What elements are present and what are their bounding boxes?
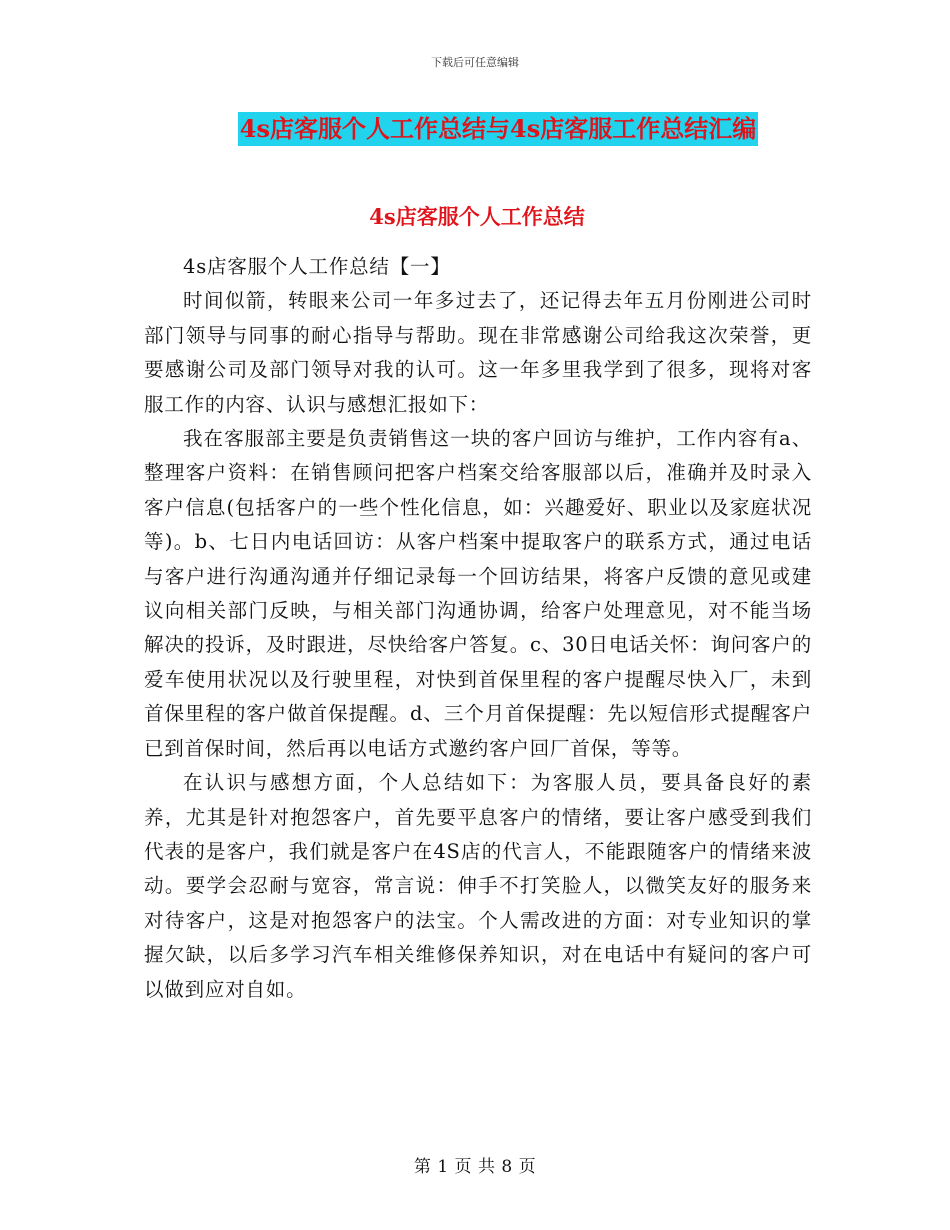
document-body bbox=[144, 250, 812, 1007]
paragraph-3: 在认识与感想方面，个人总结如下：为客服人员，要具备良好的素养，尤其是针对抱怨客户，首先要平息客户的情绪，要让客户感受到我们代表的是客户，我们就是客户在4S店的代言人，不能跟随客户的情绪来波动。要学会忍耐与宽容，常言说：伸手不打笑脸人，以微笑友好的服务来对待客户，这是对抱怨客户的法宝。个人需改进的方面：对专业知识的掌握欠缺，以后多学习汽车相关维修保养知识，对在电话中有疑问的客户可以做到应对自如。 bbox=[144, 771, 812, 1001]
header-note: 下载后可任意编辑 bbox=[431, 56, 519, 69]
section-title: 4s店客服个人工作总结 bbox=[369, 204, 585, 229]
main-title-wrap bbox=[0, 112, 950, 146]
paragraph-2: 我在客服部主要是负责销售这一块的客户回访与维护，工作内容有a、整理客户资料：在销售顾问把客户档案交给客服部以后，准确并及时录入客户信息(包括客户的一些个性化信息，如：兴趣爱好、职业以及家庭状况等)。b、七日内电话回访：从客户档案中提取客户的联系方式，通过电话与客户进行沟通沟通并仔细记录每一个回访结果，将客户反馈的意见或建议向相关部门反映，与相关部门沟通协调，给客户处理意见，对不能当场解决的投诉，及时跟进，尽快给客户答复。c、30日电话关怀：询问客户的爱车使用状况以及行驶里程，对快到首保里程的客户提醒尽快入厂，未到首保里程的客户做首保提醒。d、三个月首保提醒：先以短信形式提醒客户已到首保时间，然后再以电话方式邀约客户回厂首保，等等。 bbox=[144, 427, 812, 760]
page-footer: 第 1 页 共 8 页 bbox=[413, 1157, 537, 1177]
main-title: 4s店客服个人工作总结与4s店客服工作总结汇编 bbox=[238, 112, 758, 146]
subheading: 4s店客服个人工作总结【一】 bbox=[183, 255, 451, 278]
paragraph-1: 时间似箭，转眼来公司一年多过去了，还记得去年五月份刚进公司时部门领导与同事的耐心指导与帮助。现在非常感谢公司给我这次荣誉，更要感谢公司及部门领导对我的认可。这一年多里我学到了很多，现将对客服工作的内容、认识与感想汇报如下： bbox=[144, 289, 812, 416]
